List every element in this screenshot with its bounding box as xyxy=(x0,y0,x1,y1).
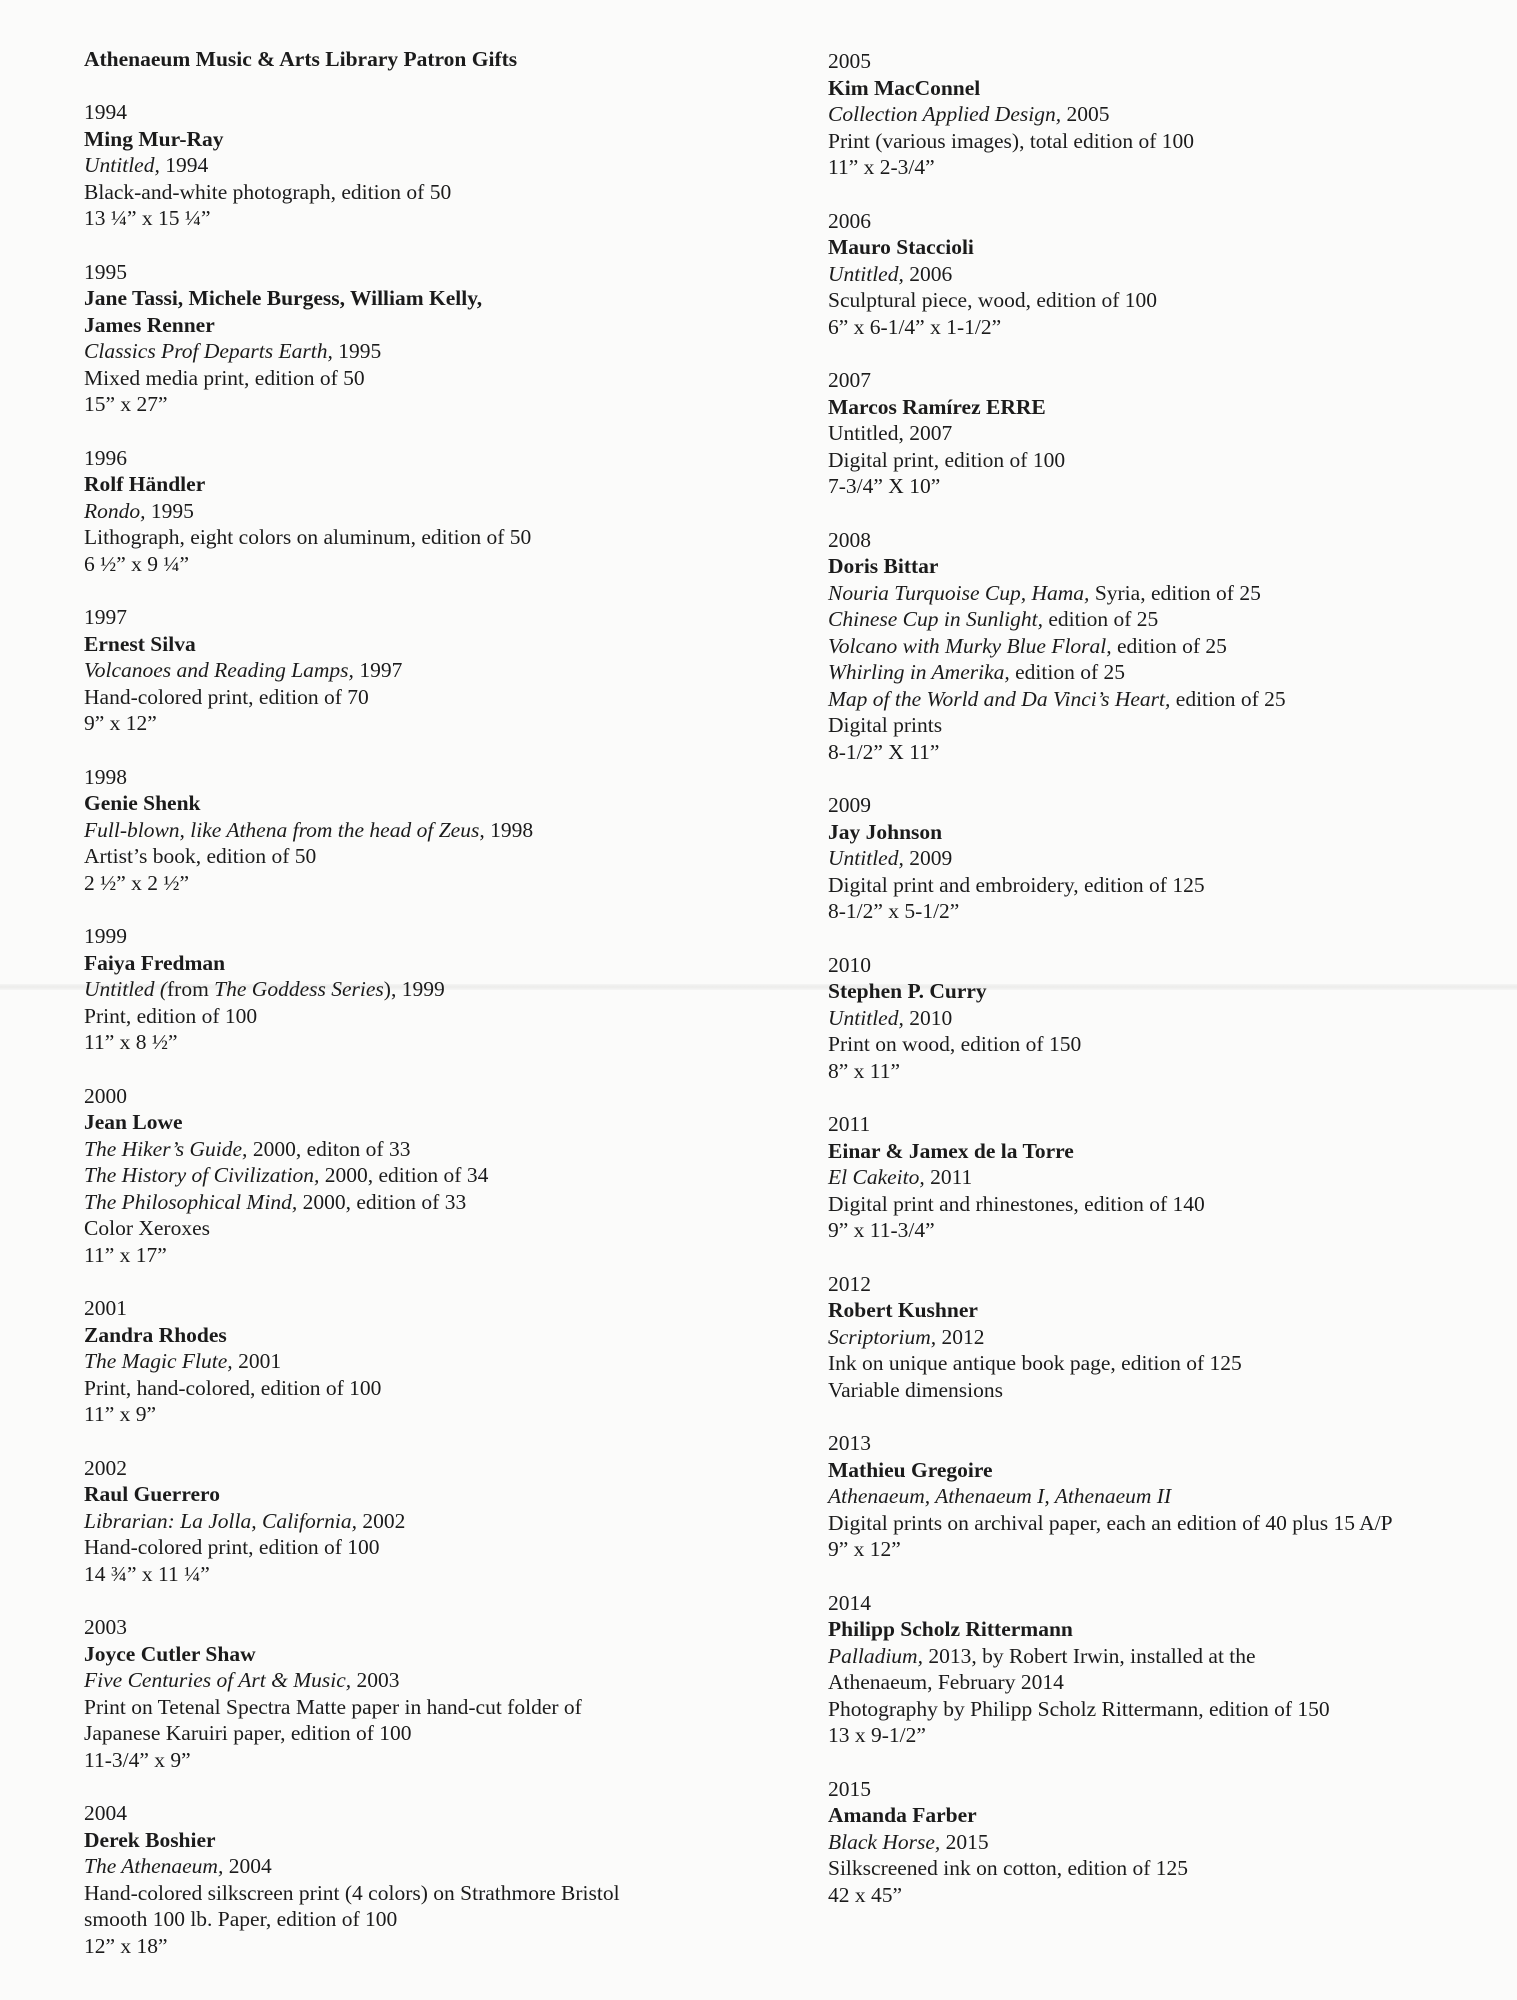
entry-work-title xyxy=(828,1005,1508,1032)
entry-detail: 11” x 8 ½” xyxy=(84,1030,178,1054)
work-title-text: edition of 25 xyxy=(1170,686,1286,711)
gift-entry xyxy=(84,604,764,737)
entry-detail: 11-3/4” x 9” xyxy=(84,1747,191,1772)
work-title-text: 2000, edition of 34 xyxy=(319,1163,489,1187)
work-title-italic: The Magic Flute, xyxy=(84,1349,233,1373)
work-title-text: 2003 xyxy=(351,1668,400,1692)
work-title-italic: Classics Prof Departs Earth, xyxy=(84,339,333,363)
entry-work-title xyxy=(84,152,764,179)
entry-detail: Mixed media print, edition of 50 xyxy=(84,365,365,390)
gift-entry xyxy=(84,764,764,897)
entry-year: 2011 xyxy=(828,1112,871,1136)
gift-entry xyxy=(828,1430,1508,1563)
right-entry-list xyxy=(828,48,1508,1908)
gift-entry xyxy=(828,527,1508,766)
gift-entry xyxy=(84,259,764,418)
entry-detail: 6 ½” x 9 ¼” xyxy=(84,551,190,576)
entry-year: 1999 xyxy=(84,924,127,948)
entry-artist: Ming Mur-Ray xyxy=(84,126,224,151)
gift-entry xyxy=(828,1776,1508,1909)
work-title-italic: The Philosophical Mind, xyxy=(84,1189,298,1214)
work-title-text: 2000, editon of 33 xyxy=(247,1136,411,1161)
gift-entry xyxy=(84,445,764,578)
entry-artist: Rolf Händler xyxy=(84,472,206,496)
gift-entry xyxy=(84,1455,764,1588)
work-title-text: 1994 xyxy=(159,153,209,177)
gift-entry xyxy=(84,1083,764,1269)
entry-work-title xyxy=(828,101,1508,128)
entry-work-title xyxy=(828,633,1508,660)
entry-artist: Kim MacConnel xyxy=(828,75,981,100)
work-title-italic: Rondo, xyxy=(84,498,146,523)
entry-detail: 14 ¾” x 11 ¼” xyxy=(84,1561,210,1586)
entry-artist: Einar & Jamex de la Torre xyxy=(828,1138,1074,1163)
entry-artist: Philipp Scholz Rittermann xyxy=(828,1617,1073,1641)
work-title-text: edition of 25 xyxy=(1043,607,1159,631)
work-title-text: 1995 xyxy=(145,498,194,523)
entry-detail: Digital print and rhinestones, edition of 140 xyxy=(828,1191,1205,1216)
entry-year: 2015 xyxy=(828,1776,871,1801)
entry-artist: Genie Shenk xyxy=(84,791,201,815)
work-title-text: Untitled, 2007 xyxy=(828,421,953,445)
entry-year: 2008 xyxy=(828,527,871,552)
entry-work-title xyxy=(84,657,764,684)
entry-detail: Sculptural piece, wood, edition of 100 xyxy=(828,288,1157,312)
entry-detail: Artist’s book, edition of 50 xyxy=(84,844,317,868)
work-title-italic: Whirling in Amerika, xyxy=(828,660,1010,684)
entry-work-title xyxy=(84,1508,764,1535)
entry-detail: 9” x 12” xyxy=(84,711,157,735)
work-title-italic: Collection Applied Design, xyxy=(828,102,1062,126)
work-title-italic: Volcanoes and Reading Lamps, xyxy=(84,658,354,682)
gift-entry xyxy=(828,1111,1508,1244)
right-column xyxy=(828,48,1508,1935)
gift-entry xyxy=(828,48,1508,181)
work-title-text: 1997 xyxy=(353,658,403,682)
entry-year: 1996 xyxy=(84,445,127,470)
work-title-italic: The Athenaeum, xyxy=(84,1854,224,1878)
gift-entry xyxy=(828,1590,1508,1749)
work-title-italic: The Goddess Series xyxy=(214,977,384,1001)
work-title-italic: Black Horse, xyxy=(828,1829,941,1854)
entry-detail: smooth 100 lb. Paper, edition of 100 xyxy=(84,1907,398,1931)
work-title-text: edition of 25 xyxy=(1111,633,1227,658)
work-title-italic: Untitled, xyxy=(828,261,904,286)
entry-year: 1998 xyxy=(84,764,127,789)
entry-detail: Color Xeroxes xyxy=(84,1216,210,1240)
entry-detail: 11” x 9” xyxy=(84,1402,157,1426)
work-title-italic: Nouria Turquoise Cup, Hama, xyxy=(828,580,1090,605)
entry-artist: Faiya Fredman xyxy=(84,950,226,975)
entry-work-title xyxy=(84,1853,764,1880)
work-title-italic: Volcano with Murky Blue Floral, xyxy=(828,633,1112,658)
work-title-text: 2002 xyxy=(356,1508,406,1533)
entry-detail: 13 ¼” x 15 ¼” xyxy=(84,206,211,230)
entry-work-title xyxy=(828,1324,1508,1351)
left-column xyxy=(84,46,764,1986)
entry-work-title xyxy=(828,845,1508,872)
work-title-text: 2001 xyxy=(232,1349,282,1373)
entry-artist: Ernest Silva xyxy=(84,631,196,656)
entry-work-title xyxy=(828,659,1508,686)
work-title-text: 2010 xyxy=(903,1005,953,1030)
entry-work-title xyxy=(84,1348,764,1375)
entry-artist: Jean Lowe xyxy=(84,1110,183,1134)
work-title-italic: Map of the World and Da Vinci’s Heart, xyxy=(828,686,1171,711)
left-entry-list xyxy=(84,99,764,1959)
gift-entry xyxy=(828,792,1508,925)
entry-artist: Zandra Rhodes xyxy=(84,1322,227,1347)
work-title-text: 2011 xyxy=(924,1165,973,1189)
entry-artist: Derek Boshier xyxy=(84,1827,216,1852)
entry-detail: Variable dimensions xyxy=(828,1377,1003,1402)
entry-artist: James Renner xyxy=(84,312,215,337)
entry-work-title xyxy=(84,498,764,525)
work-title-text: 2004 xyxy=(223,1854,272,1878)
entry-work-title xyxy=(828,1829,1508,1856)
gift-entry xyxy=(84,1295,764,1428)
gift-entry xyxy=(828,1271,1508,1404)
entry-year: 1995 xyxy=(84,259,127,284)
entry-year: 2010 xyxy=(828,952,871,977)
entry-artist: Jay Johnson xyxy=(828,819,943,844)
work-title-italic: Librarian: La Jolla, California, xyxy=(84,1508,357,1533)
entry-work-title xyxy=(84,338,764,365)
entry-work-title xyxy=(828,1164,1508,1191)
entry-year: 1997 xyxy=(84,605,127,629)
work-title-text: 2000, edition of 33 xyxy=(297,1189,467,1214)
entry-work-title xyxy=(84,976,764,1003)
entry-year: 2009 xyxy=(828,793,871,817)
entry-artist: Joyce Cutler Shaw xyxy=(84,1641,256,1666)
work-title-text: 2006 xyxy=(903,261,953,286)
entry-detail: Hand-colored print, edition of 70 xyxy=(84,684,369,709)
work-title-italic: Scriptorium, xyxy=(828,1324,937,1349)
work-title-text: 1995 xyxy=(332,339,382,363)
work-title-italic: Untitled, xyxy=(828,846,904,870)
entry-detail: Digital print and embroidery, edition of 125 xyxy=(828,872,1205,897)
gift-entry xyxy=(84,923,764,1056)
gift-entry xyxy=(84,99,764,232)
entry-year: 2002 xyxy=(84,1455,127,1480)
entry-detail: Athenaeum, February 2014 xyxy=(828,1670,1064,1694)
entry-detail: 9” x 11-3/4” xyxy=(828,1218,935,1242)
entry-work-title xyxy=(84,1162,764,1189)
work-title-italic: Palladium, xyxy=(828,1643,923,1668)
entry-detail: Hand-colored silkscreen print (4 colors) on Strathmore Bristol xyxy=(84,1880,620,1905)
work-title-text: 2013, by Robert Irwin, installed at the xyxy=(922,1643,1256,1668)
work-title-italic: Full-blown, like Athena from the head of Zeus, xyxy=(84,817,485,842)
work-title-italic: The Hiker’s Guide, xyxy=(84,1136,248,1161)
entry-detail: Digital prints xyxy=(828,713,943,737)
entry-year: 2014 xyxy=(828,1590,871,1615)
entry-year: 2004 xyxy=(84,1801,127,1825)
work-title-italic: Five Centuries of Art & Music, xyxy=(84,1668,352,1692)
entry-detail: 15” x 27” xyxy=(84,392,168,416)
entry-year: 2013 xyxy=(828,1431,871,1455)
entry-detail: Hand-colored print, edition of 100 xyxy=(84,1535,380,1559)
entry-detail: Ink on unique antique book page, edition of 125 xyxy=(828,1351,1242,1375)
entry-detail: Print on Tetenal Spectra Matte paper in hand-cut folder of xyxy=(84,1694,582,1719)
entry-artist: Raul Guerrero xyxy=(84,1482,220,1506)
gift-entry xyxy=(828,367,1508,500)
entry-detail: 9” x 12” xyxy=(828,1537,901,1561)
entry-detail: 8-1/2” X 11” xyxy=(828,739,940,764)
gift-entry xyxy=(84,1800,764,1959)
entry-detail: Silkscreened ink on cotton, edition of 125 xyxy=(828,1856,1189,1880)
entry-artist: Doris Bittar xyxy=(828,554,939,578)
entry-work-title xyxy=(84,1136,764,1163)
entry-detail: Digital print, edition of 100 xyxy=(828,447,1066,472)
entry-year: 1994 xyxy=(84,100,127,124)
entry-work-title xyxy=(84,1189,764,1216)
entry-work-title xyxy=(828,686,1508,713)
entry-artist: Amanda Farber xyxy=(828,1803,977,1827)
entry-detail: 2 ½” x 2 ½” xyxy=(84,870,190,895)
entry-work-title xyxy=(828,606,1508,633)
work-title-italic: The History of Civilization, xyxy=(84,1163,320,1187)
work-title-text: 2015 xyxy=(940,1829,989,1854)
entry-year: 2012 xyxy=(828,1271,871,1296)
entry-work-title xyxy=(828,580,1508,607)
entry-detail: 11” x 2-3/4” xyxy=(828,155,935,179)
work-title-text: 2012 xyxy=(936,1324,985,1349)
entry-work-title xyxy=(84,1667,764,1694)
entry-work-title xyxy=(828,1643,1508,1670)
entry-detail: 13 x 9-1/2” xyxy=(828,1723,926,1747)
entry-detail: 8” x 11” xyxy=(828,1058,901,1083)
entry-detail: 12” x 18” xyxy=(84,1933,168,1958)
document-title: Athenaeum Music & Arts Library Patron Gifts xyxy=(84,47,518,71)
entry-artist: Mathieu Gregoire xyxy=(828,1457,993,1482)
entry-year: 2005 xyxy=(828,49,871,73)
work-title-text: from xyxy=(167,977,215,1001)
gift-entry xyxy=(828,952,1508,1085)
work-title-italic: El Cakeito, xyxy=(828,1165,925,1189)
entry-detail: Digital prints on archival paper, each an edition of 40 plus 15 A/P xyxy=(828,1510,1393,1535)
work-title-italic: Untitled ( xyxy=(84,977,167,1001)
entry-detail: Print on wood, edition of 150 xyxy=(828,1032,1082,1056)
entry-detail: 8-1/2” x 5-1/2” xyxy=(828,899,960,923)
entry-detail: Black-and-white photograph, edition of 50 xyxy=(84,179,452,204)
work-title-text: 2009 xyxy=(903,846,953,870)
entry-detail: Print (various images), total edition of 100 xyxy=(828,128,1195,153)
entry-artist: Stephen P. Curry xyxy=(828,979,987,1003)
entry-year: 2006 xyxy=(828,208,871,233)
work-title-italic: Untitled, xyxy=(828,1005,904,1030)
work-title-text: ), 1999 xyxy=(383,977,445,1001)
entry-work-title xyxy=(828,420,1508,447)
entry-detail: 7-3/4” X 10” xyxy=(828,474,941,498)
entry-artist: Marcos Ramírez ERRE xyxy=(828,394,1046,419)
entry-detail: 42 x 45” xyxy=(828,1882,903,1907)
gift-entry xyxy=(84,1614,764,1773)
work-title-text: 2005 xyxy=(1061,102,1110,126)
work-title-italic: Untitled, xyxy=(84,153,160,177)
entry-work-title xyxy=(828,1483,1508,1510)
entry-detail: 6” x 6-1/4” x 1-1/2” xyxy=(828,314,1002,339)
entry-detail: Print, edition of 100 xyxy=(84,1003,258,1028)
work-title-italic: Athenaeum, Athenaeum I, Athenaeum II xyxy=(828,1484,1172,1508)
entry-artist: Robert Kushner xyxy=(828,1298,978,1322)
entry-year: 2001 xyxy=(84,1296,127,1320)
entry-year: 2000 xyxy=(84,1083,127,1108)
entry-work-title xyxy=(828,261,1508,288)
entry-artist: Jane Tassi, Michele Burgess, William Kelly, xyxy=(84,286,483,310)
entry-detail: Japanese Karuiri paper, edition of 100 xyxy=(84,1721,412,1745)
entry-artist: Mauro Staccioli xyxy=(828,235,974,259)
entry-detail: Lithograph, eight colors on aluminum, edition of 50 xyxy=(84,525,532,549)
work-title-text: 1998 xyxy=(484,817,534,842)
work-title-italic: Chinese Cup in Sunlight, xyxy=(828,607,1043,631)
gift-entry xyxy=(828,208,1508,341)
entry-detail: 11” x 17” xyxy=(84,1242,167,1267)
work-title-text: edition of 25 xyxy=(1009,660,1125,684)
work-title-text: Syria, edition of 25 xyxy=(1089,580,1261,605)
entry-detail: Photography by Philipp Scholz Rittermann, edition of 150 xyxy=(828,1696,1330,1721)
entry-year: 2007 xyxy=(828,368,871,392)
entry-work-title xyxy=(84,817,764,844)
entry-year: 2003 xyxy=(84,1615,127,1639)
entry-detail: Print, hand-colored, edition of 100 xyxy=(84,1375,382,1400)
